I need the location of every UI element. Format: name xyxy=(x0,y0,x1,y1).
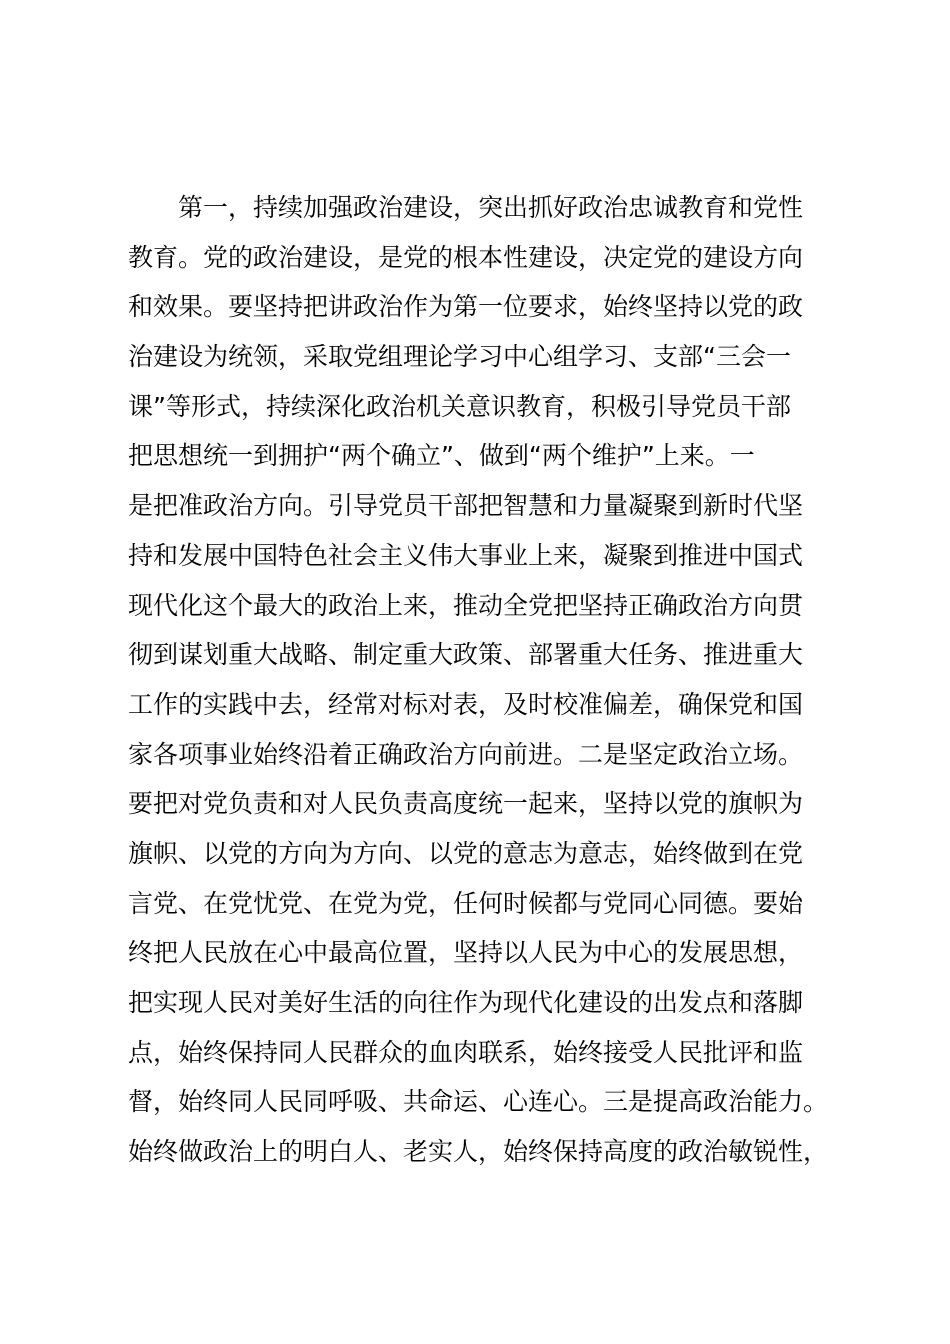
paragraph-line-16: 终把人民放在心中最高位置，坚持以人民为中心的发展思想， xyxy=(128,938,804,968)
paragraph-line-9: 现代化这个最大的政治上来，推动全党把坚持正确政治方向贯 xyxy=(128,590,804,620)
paragraph-line-4: 治建设为统领，采取党组理论学习中心组学习、支部“三会一 xyxy=(128,342,791,372)
paragraph-line-13: 要把对党负责和对人民负责高度统一起来，坚持以党的旗帜为 xyxy=(128,789,804,819)
paragraph-line-18: 点，始终保持同人民群众的血肉联系，始终接受人民批评和监 xyxy=(128,1037,804,1067)
paragraph-line-11: 工作的实践中去，经常对标对表，及时校准偏差，确保党和国 xyxy=(128,689,804,719)
paragraph-line-2: 教育。党的政治建设，是党的根本性建设，决定党的建设方向 xyxy=(128,242,804,272)
paragraph-line-1: 第一，持续加强政治建设，突出抓好政治忠诚教育和党性 xyxy=(178,193,804,222)
paragraph-line-5: 课”等形式，持续深化政治机关意识教育，积极引导党员干部 xyxy=(128,391,791,421)
paragraph-line-20: 始终做政治上的明白人、老实人，始终保持高度的政治敏锐性， xyxy=(128,1137,829,1167)
paragraph-line-14: 旗帜、以党的方向为方向、以党的意志为意志，始终做到在党 xyxy=(128,838,804,868)
paragraph-line-19: 督，始终同人民同呼吸、共命运、心连心。三是提高政治能力。 xyxy=(128,1087,829,1117)
body-paragraph xyxy=(128,183,853,1177)
paragraph-line-15: 言党、在党忧党、在党为党，任何时候都与党同心同德。要始 xyxy=(128,888,804,918)
paragraph-line-7: 是把准政治方向。引导党员干部把智慧和力量凝聚到新时代坚 xyxy=(128,491,804,521)
paragraph-line-17: 把实现人民对美好生活的向往作为现代化建设的出发点和落脚 xyxy=(128,988,804,1017)
paragraph-line-3: 和效果。要坚持把讲政治作为第一位要求，始终坚持以党的政 xyxy=(128,292,804,322)
paragraph-line-12: 家各项事业始终沿着正确政治方向前进。二是坚定政治立场。 xyxy=(128,739,804,769)
paragraph-line-8: 持和发展中国特色社会主义伟大事业上来，凝聚到推进中国式 xyxy=(128,540,804,570)
paragraph-line-6: 把思想统一到拥护“两个确立”、做到“两个维护”上来。一 xyxy=(128,441,755,471)
paragraph-line-10: 彻到谋划重大战略、制定重大政策、部署重大任务、推进重大 xyxy=(128,640,804,670)
